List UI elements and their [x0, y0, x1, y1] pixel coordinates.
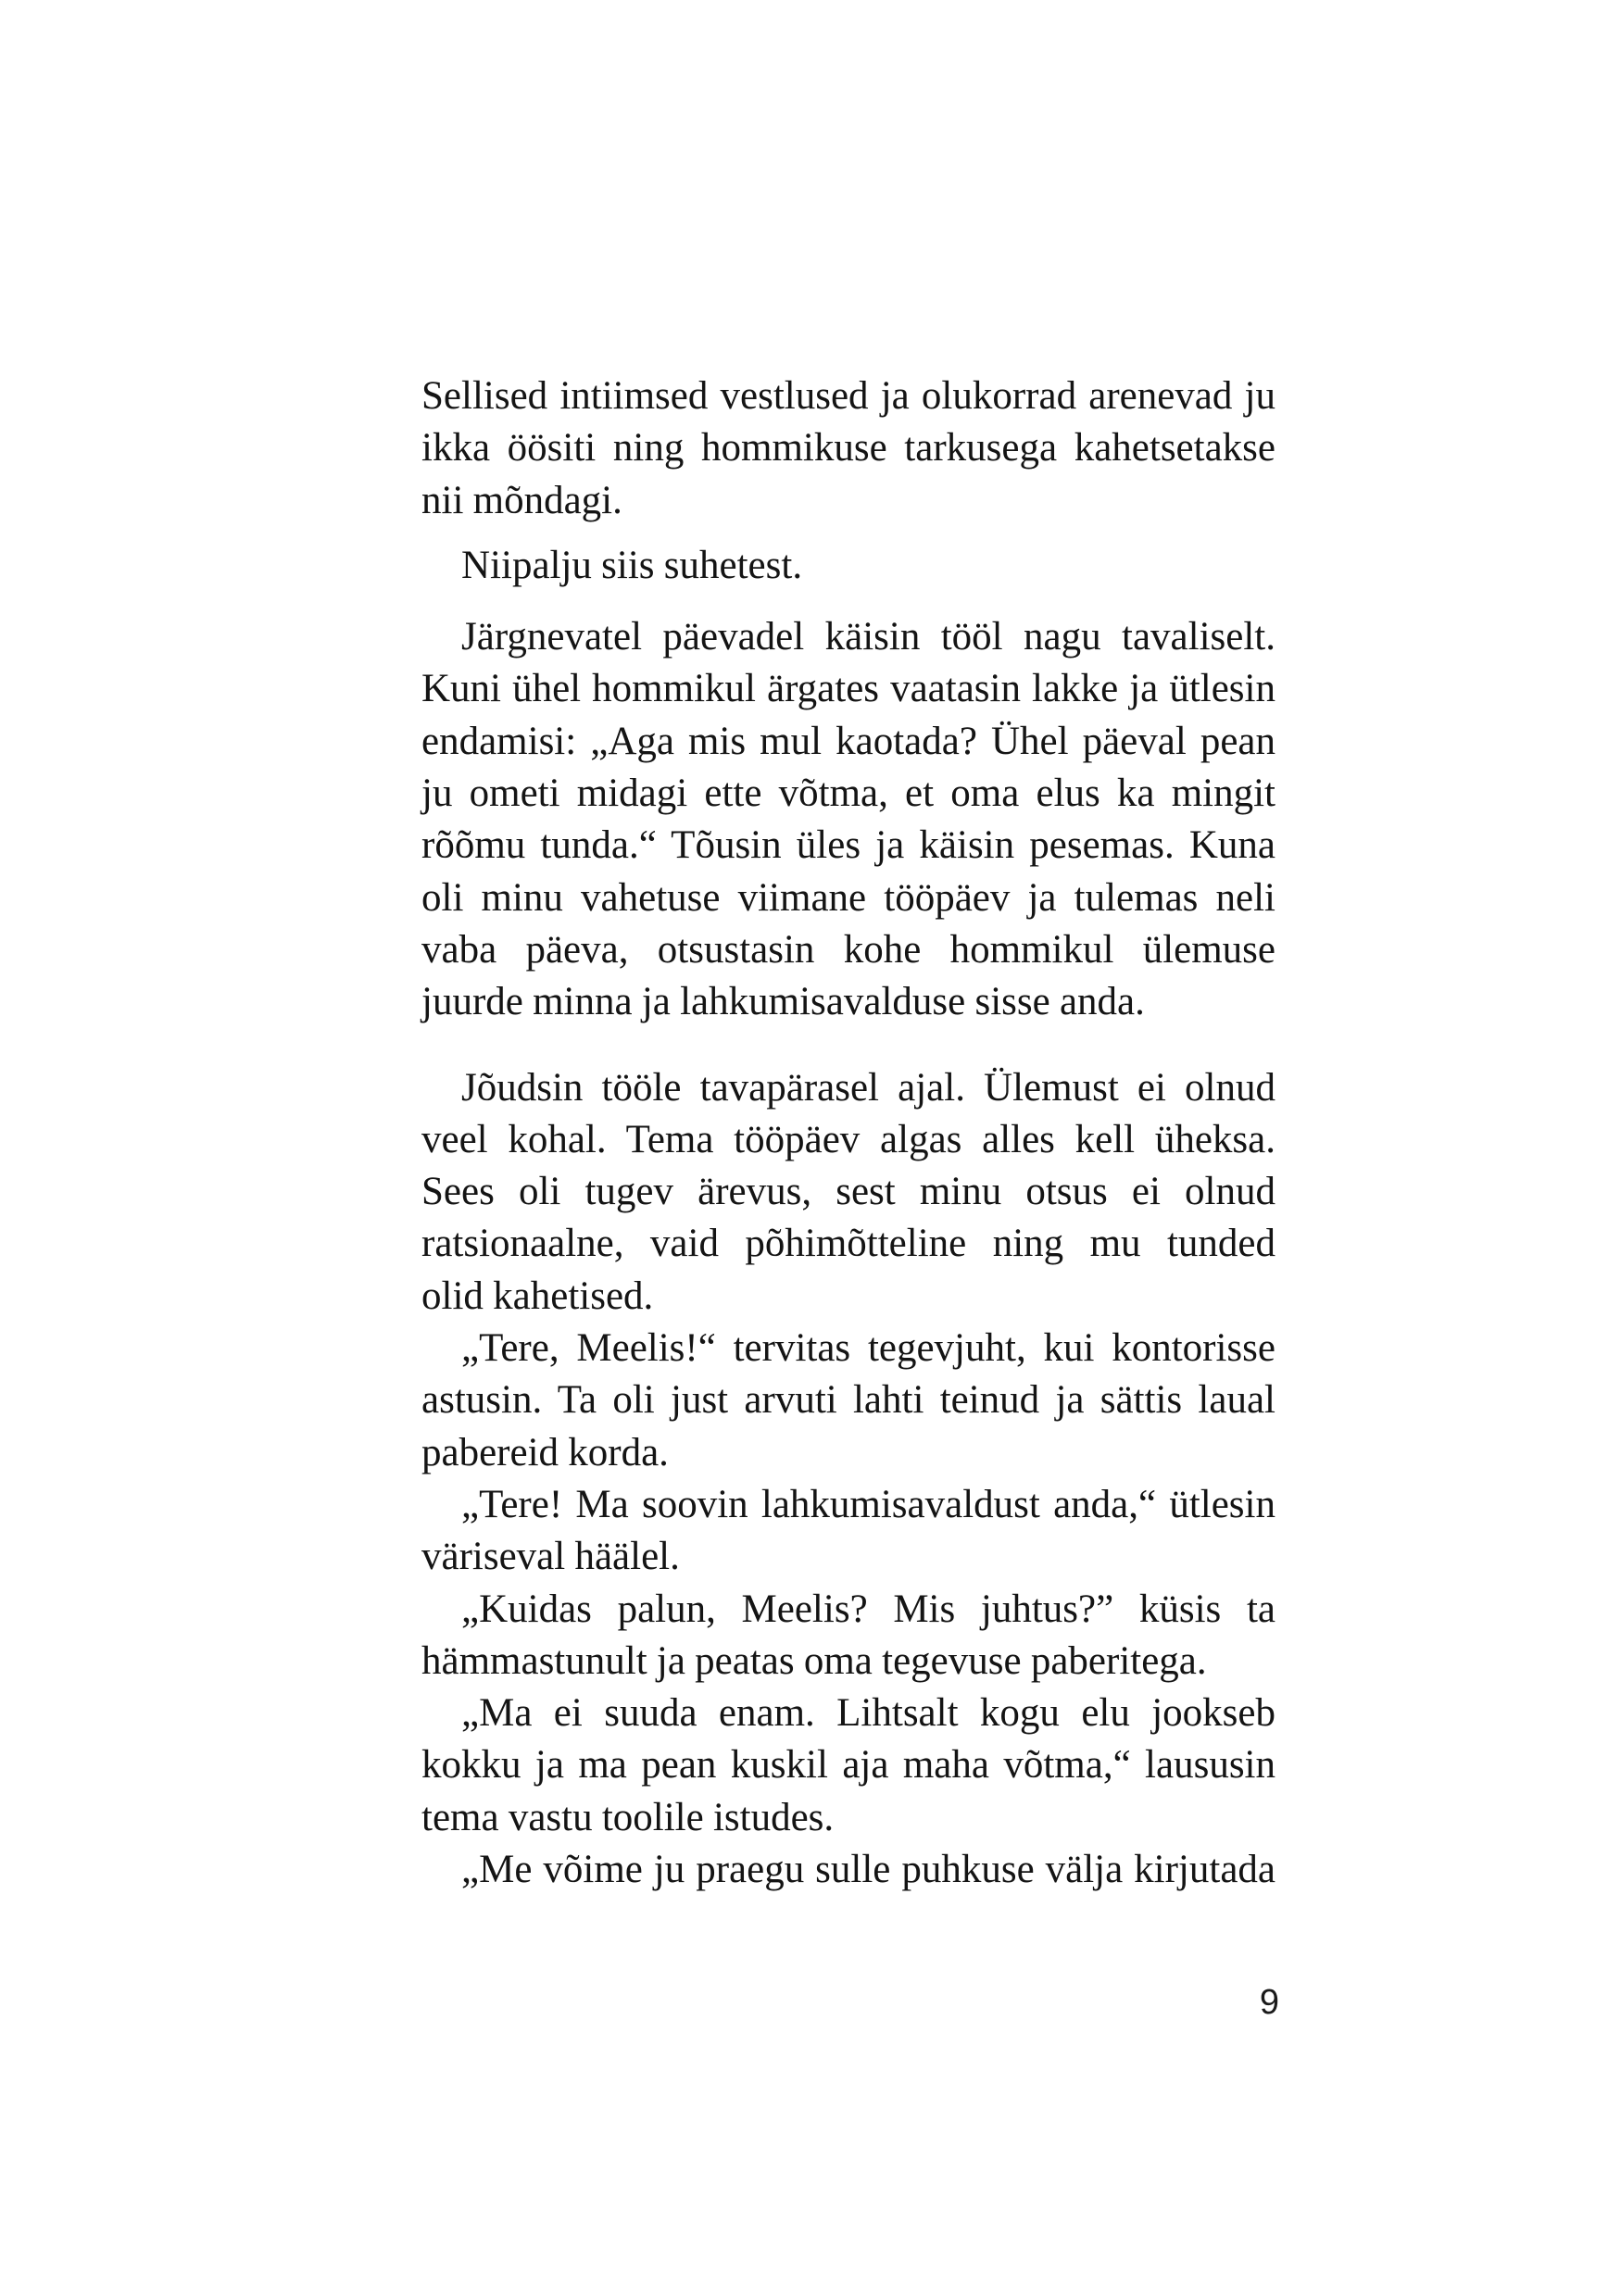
text-line: kokku ja ma pean kuskil aja maha võtma,“ laususin — [421, 1743, 1275, 1788]
paragraph — [421, 370, 1275, 527]
text-line: veel kohal. Tema tööpäev algas alles kell üheksa. — [421, 1117, 1275, 1161]
text-line: Kuni ühel hommikul ärgates vaatasin lakke ja ütlesin — [421, 667, 1275, 711]
paragraph — [421, 1687, 1275, 1844]
text-line: „Ma ei suuda enam. Lihtsalt kogu elu jookseb — [461, 1691, 1275, 1736]
text-line: oli minu vahetuse viimane tööpäev ja tulemas neli — [421, 875, 1275, 920]
text-line: astusin. Ta oli just arvuti lahti teinud ja sättis laual — [421, 1378, 1275, 1423]
body-text — [421, 370, 1275, 1896]
text-line: ratsionaalne, vaid põhimõtteline ning mu tunded — [421, 1222, 1275, 1266]
text-line: „Kuidas palun, Meelis? Mis juhtus?” küsis ta — [461, 1587, 1275, 1631]
text-line: endamisi: „Aga mis mul kaotada? Ühel päeval pean — [421, 719, 1275, 763]
text-line: hämmastunult ja peatas oma tegevuse paberitega. — [421, 1638, 1207, 1683]
text-line: Jõudsin tööle tavapärasel ajal. Ülemust ei olnud — [461, 1065, 1275, 1110]
paragraph — [421, 1062, 1275, 1323]
text-line: ju ometi midagi ette võtma, et oma elus ka mingit — [421, 772, 1275, 816]
text-line: nii mõndagi. — [421, 478, 622, 522]
paragraph — [421, 1844, 1275, 1896]
text-line: vaba päeva, otsustasin kohe hommikul ülemuse — [421, 927, 1275, 972]
text-line: Sellised intiimsed vestlused ja olukorrad arenevad ju — [421, 374, 1275, 418]
text-line: olid kahetised. — [421, 1273, 654, 1318]
text-line: rõõmu tunda.“ Tõusin üles ja käisin pesemas. Kuna — [421, 823, 1275, 868]
paragraph — [421, 1323, 1275, 1479]
text-line: ikka öösiti ning hommikuse tarkusega kahetsetakse — [421, 426, 1275, 470]
text-line: Niipalju siis suhetest. — [461, 543, 803, 587]
text-line: väriseval häälel. — [421, 1535, 680, 1579]
paragraph — [421, 1479, 1275, 1584]
paragraph — [421, 540, 1275, 592]
text-line: „Tere, Meelis!“ tervitas tegevjuht, kui kontorisse — [461, 1326, 1275, 1371]
paragraph — [421, 611, 1275, 1028]
text-line: Järgnevatel päevadel käisin tööl nagu tavaliselt. — [461, 615, 1275, 659]
text-line: juurde minna ja lahkumisavalduse sisse anda. — [421, 980, 1145, 1024]
text-line: „Tere! Ma soovin lahkumisavaldust anda,“ ütlesin — [461, 1482, 1275, 1526]
page-number: 9 — [1259, 1983, 1279, 2022]
text-line: tema vastu toolile istudes. — [421, 1795, 835, 1839]
text-line: Sees oli tugev ärevus, sest minu otsus ei olnud — [421, 1170, 1275, 1214]
text-line: „Me võime ju praegu sulle puhkuse välja kirjutada — [461, 1848, 1275, 1892]
paragraph — [421, 1584, 1275, 1688]
text-line: pabereid korda. — [421, 1430, 669, 1474]
